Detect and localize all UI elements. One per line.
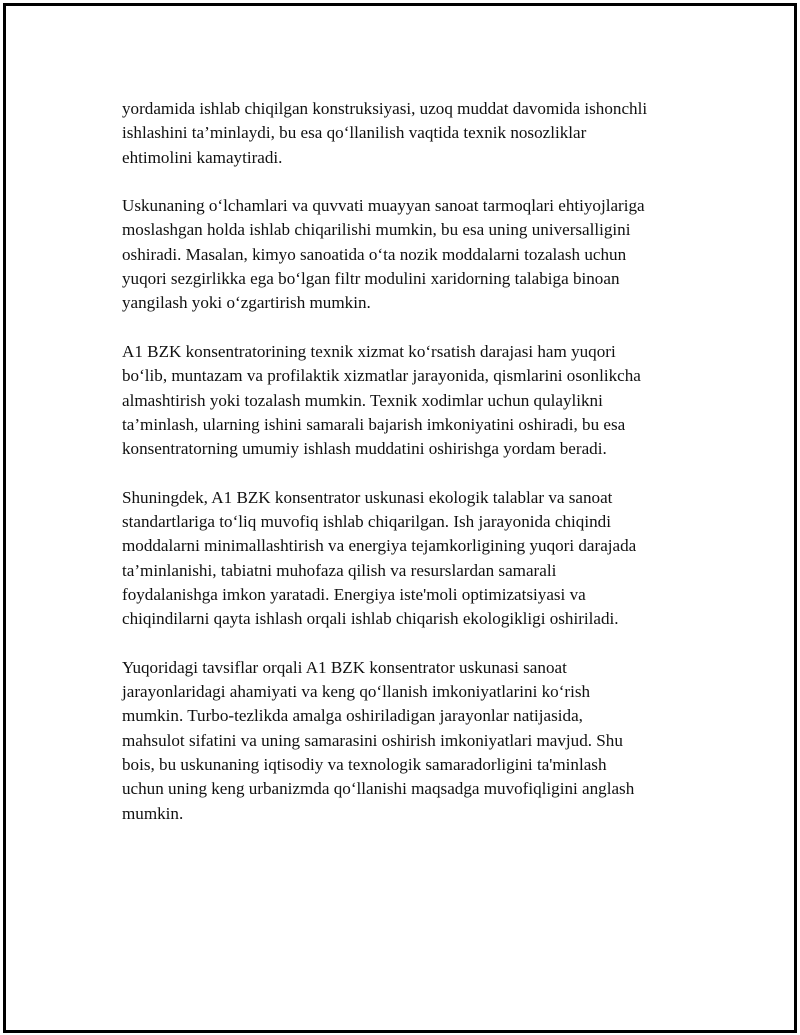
text-line: ta’minlash, ularning ishini samarali bajarish imkoniyatini oshiradi, bu esa: [122, 414, 626, 434]
text-line: ehtimolini kamaytiradi.: [122, 147, 283, 167]
text-line: standartlariga to‘liq muvofiq ishlab chiqarilgan. Ish jarayonida chiqindi: [122, 512, 611, 532]
text-line: Yuqoridagi tavsiflar orqali A1 BZK konsentrator uskunasi sanoat: [122, 657, 567, 677]
text-line: yuqori sezgirlikka ega bo‘lgan filtr modulini xaridorning talabiga binoan: [122, 269, 620, 289]
text-line: yordamida ishlab chiqilgan konstruksiyasi, uzoq muddat davomida ishonchli: [122, 99, 648, 118]
text-line: chiqindilarni qayta ishlash orqali ishlab chiqarish ekologikligi oshiriladi.: [122, 609, 619, 629]
text-line: konsentratorning umumiy ishlash muddatini oshirishga yordam beradi.: [122, 439, 607, 459]
text-line: mumkin. Turbo-tezlikda amalga oshiriladigan jarayonlar natijasida,: [122, 706, 583, 726]
text-line: Shuningdek, A1 BZK konsentrator uskunasi ekologik talablar va sanoat: [122, 487, 613, 507]
text-line: moddalarni minimallashtirish va energiya tejamkorligining yuqori darajada: [122, 536, 637, 556]
text-line: moslashgan holda ishlab chiqarilishi mumkin, bu esa uning universalligini: [122, 220, 631, 240]
text-line: A1 BZK konsentratorining texnik xizmat ko‘rsatish darajasi ham yuqori: [122, 341, 616, 361]
document-body: [122, 97, 712, 850]
text-line: foydalanishga imkon yaratadi. Energiya iste'moli optimizatsiyasi va: [122, 584, 586, 604]
text-line: bo‘lib, muntazam va profilaktik xizmatlar jarayonida, qismlarini osonlikcha: [122, 366, 641, 386]
text-line: almashtirish yoki tozalash mumkin. Texnik xodimlar uchun qulaylikni: [122, 390, 603, 410]
text-line: bois, bu uskunaning iqtisodiy va texnologik samaradorligini ta'minlash: [122, 755, 607, 775]
text-line: mahsulot sifatini va uning samarasini oshirish imkoniyatlari mavjud. Shu: [122, 730, 623, 750]
text-line: yangilash yoki o‘zgartirish mumkin.: [122, 293, 371, 313]
paragraph-2: [122, 194, 712, 315]
paragraph-4: [122, 486, 712, 632]
text-line: jarayonlaridagi ahamiyati va keng qo‘llanish imkoniyatlarini ko‘rish: [122, 682, 591, 702]
paragraph-1: [122, 97, 712, 170]
paragraph-3: [122, 340, 712, 461]
text-line: oshiradi. Masalan, kimyo sanoatida o‘ta nozik moddalarni tozalash uchun: [122, 244, 627, 264]
text-line: Uskunaning o‘lchamlari va quvvati muayyan sanoat tarmoqlari ehtiyojlariga: [122, 196, 645, 216]
text-line: ta’minlanishi, tabiatni muhofaza qilish va resurslardan samarali: [122, 560, 557, 580]
text-line: ishlashini ta’minlaydi, bu esa qo‘llanilish vaqtida texnik nosozliklar: [122, 123, 587, 143]
paragraph-5: [122, 656, 712, 826]
text-line: uchun uning keng urbanizmda qo‘llanishi maqsadga muvofiqligini anglash: [122, 779, 635, 799]
page-frame: [3, 3, 797, 1033]
text-line: mumkin.: [122, 803, 184, 823]
